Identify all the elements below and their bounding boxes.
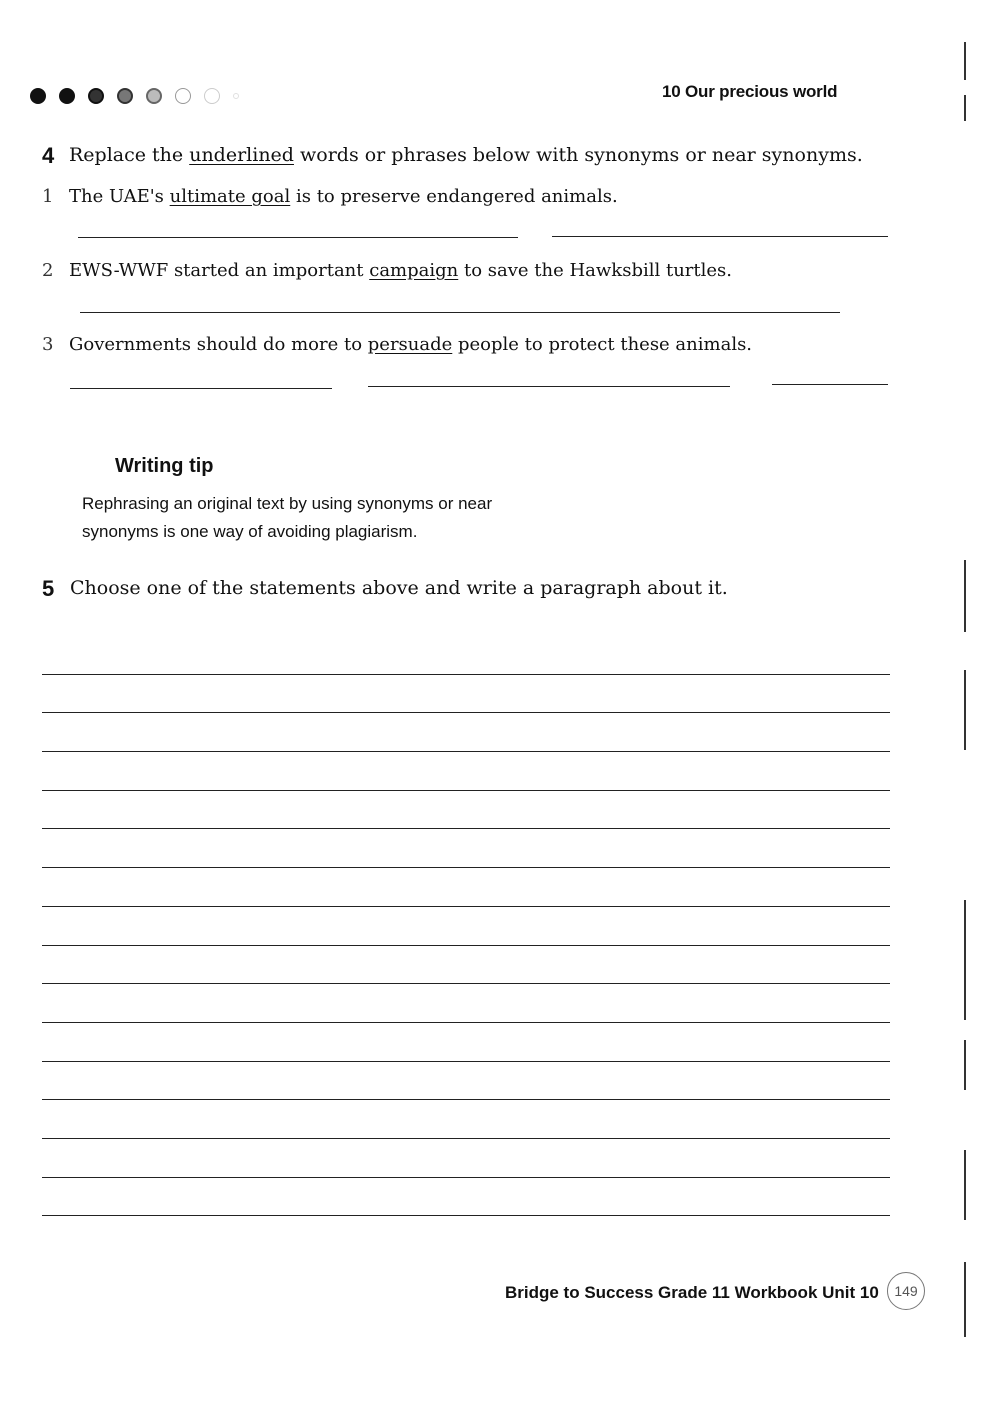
writing-line[interactable] [42,868,890,907]
writing-line[interactable] [42,791,890,830]
footer-book-title: Bridge to Success Grade 11 Workbook Unit 10 [505,1283,879,1302]
item-1-text [69,186,618,207]
answer-line[interactable] [70,388,332,389]
writing-line[interactable] [42,946,890,985]
paragraph-writing-area[interactable] [42,636,890,1216]
writing-line[interactable] [42,984,890,1023]
item-text: is to preserve endangered animals. [290,186,618,207]
writing-line[interactable] [42,1100,890,1139]
scan-edge-mark [964,670,966,750]
progress-dot-icon [30,88,46,104]
writing-line[interactable] [42,829,890,868]
item-text: people to protect these animals. [452,334,753,355]
instruction-text: Replace the [69,144,190,166]
scan-edge-mark [964,42,966,80]
answer-line[interactable] [552,236,888,237]
scan-edge-mark [964,95,966,121]
progress-dot-icon [146,88,162,104]
item-2-text [69,260,732,281]
writing-line[interactable] [42,675,890,714]
item-text: The UAE's [69,186,170,207]
progress-dots [30,88,239,104]
item-underlined: persuade [367,334,453,355]
instruction-text: words or phrases below with synonyms or near synonyms. [293,144,863,166]
scan-edge-mark [964,1150,966,1220]
progress-dot-icon [175,88,191,104]
writing-tip-body: Rephrasing an original text by using synonyms or near synonyms is one way of avoiding plagiarism. [82,494,493,541]
item-3-number: 3 [42,334,54,355]
progress-dot-icon [204,88,220,104]
writing-line[interactable] [42,1023,890,1062]
instruction-underlined: underlined [189,144,294,166]
exercise-5-number: 5 [42,576,55,601]
scan-edge-mark [964,900,966,1020]
item-1-number: 1 [42,186,54,207]
item-text: EWS-WWF started an important [69,260,370,281]
unit-title: 10 Our precious world [662,82,838,101]
answer-line[interactable] [80,312,840,313]
writing-line[interactable] [42,752,890,791]
item-underlined: ultimate goal [169,186,291,207]
item-text: to save the Hawksbill turtles. [458,260,733,281]
exercise-5-instruction: Choose one of the statements above and write a paragraph about it. [70,577,728,599]
progress-dot-icon [88,88,104,104]
scan-edge-mark [964,1040,966,1090]
item-text: Governments should do more to [69,334,368,355]
exercise-4-instruction [69,144,863,166]
item-underlined: campaign [369,260,459,281]
writing-line[interactable] [42,1139,890,1178]
item-3-text [69,334,752,355]
exercise-4-number: 4 [42,143,55,168]
progress-dot-icon [59,88,75,104]
answer-line[interactable] [772,384,888,385]
progress-dot-icon [233,93,239,99]
writing-line[interactable] [42,713,890,752]
answer-line[interactable] [368,386,730,387]
page-number-seal: 149 [887,1272,925,1310]
writing-line[interactable] [42,1062,890,1101]
writing-line[interactable] [42,1178,890,1217]
writing-line[interactable] [42,907,890,946]
writing-line[interactable] [42,636,890,675]
item-2-number: 2 [42,260,54,281]
writing-tip-title: Writing tip [115,455,214,477]
scan-edge-mark [964,560,966,632]
answer-line[interactable] [78,237,518,238]
scan-edge-mark [964,1262,966,1337]
progress-dot-icon [117,88,133,104]
